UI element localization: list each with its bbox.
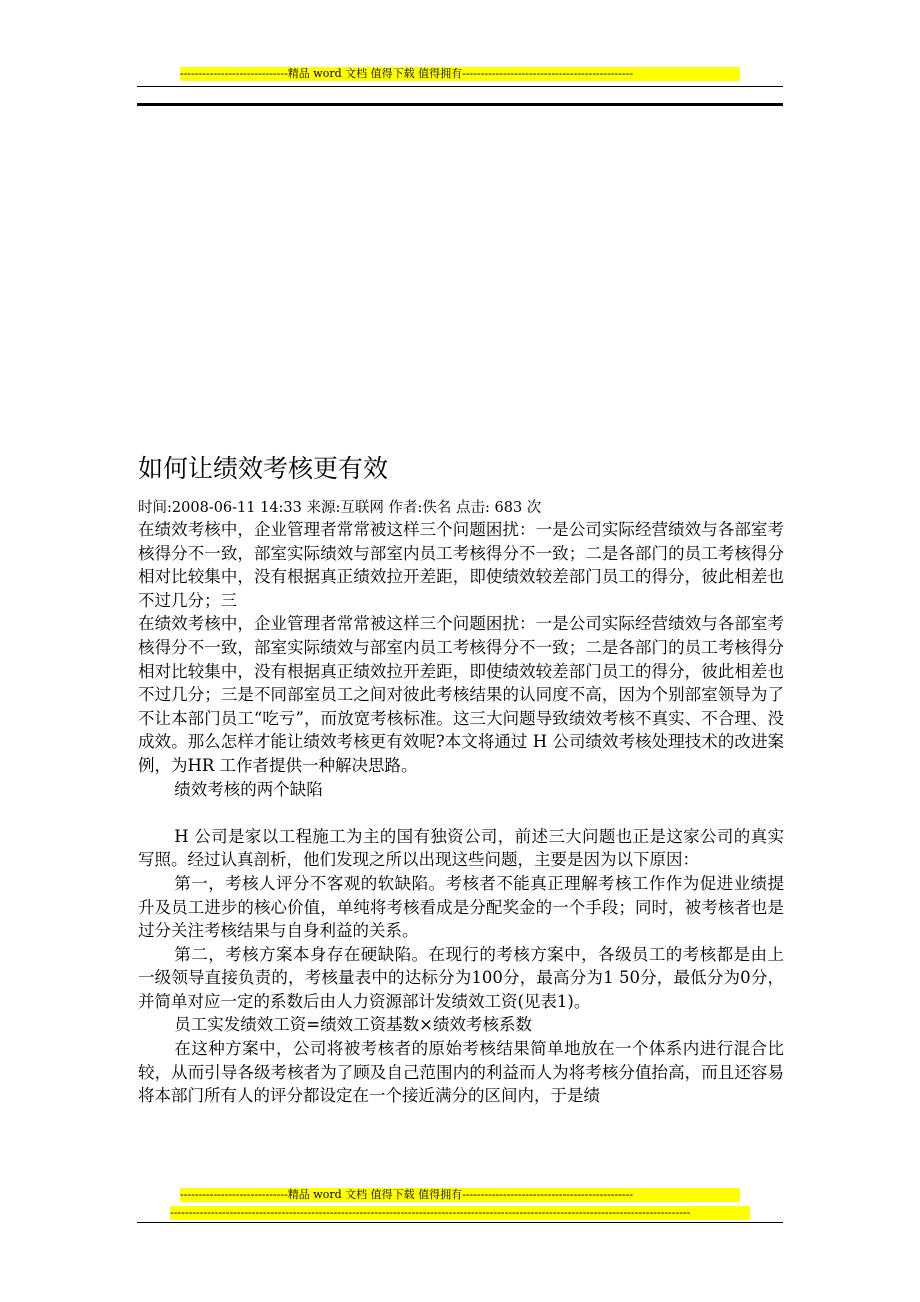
paragraph-second-defect: 第二，考核方案本身存在硬缺陷。在现行的考核方案中，各级员工的考核都是由上一级领导直接负责的，考核量表中的达标分为100分，最高分为1 50分，最低分为0分，并简单对应一定的系数后由人力资源部计发绩效工资(见表1)。	[138, 944, 784, 1011]
header-rule-thin	[137, 86, 783, 87]
meta-clicks-value: 683	[494, 500, 523, 516]
paragraph-scheme: 在这种方案中，公司将被考核者的原始考核结果简单地放在一个体系内进行混合比较，从而引导各级考核者为了顾及自己范围内的利益而人为将考核分值抬高，而且还容易将本部门所有人的评分都设定在一个接近满分的区间内，于是绩	[138, 1039, 784, 1106]
paragraph-intro-truncated: 在绩效考核中，企业管理者常常被这样三个问题困扰：一是公司实际经营绩效与各部室考核得分不一致，部室实际绩效与部室内员工考核得分不一致；二是各部门的员工考核得分相对比较集中，没有根据真正绩效拉开差距，即使绩效较差部门员工的得分，彼此相差也不过几分；三	[138, 520, 784, 610]
article-body	[138, 518, 784, 1108]
meta-source-value: 互联网	[340, 500, 384, 516]
article-title: 如何让绩效考核更有效	[138, 454, 389, 483]
meta-time-value: 2008-06-11 14:33	[171, 500, 302, 516]
meta-source-label: 来源:	[306, 500, 341, 516]
paragraph-first-defect: 第一，考核人评分不客观的软缺陷。考核者不能真正理解考核工作作为促进业绩提升及员工进步的核心价值，单纯将考核看成是分配奖金的一个手段；同时，被考核者也是过分关注考核结果与自身利益的关系。	[138, 873, 784, 941]
paragraph-intro: 在绩效考核中，企业管理者常常被这样三个问题困扰：一是公司实际经营绩效与各部室考核得分不一致，部室实际绩效与部室内员工考核得分不一致；二是各部门的员工考核得分相对比较集中，没有根据真正绩效拉开差距，即使绩效较差部门员工的得分，彼此相差也不过几分；三是不同部室员工之间对彼此考核结果的认同度不高，因为个别部室领导为了不让本部门员工“吃亏”，而放宽考核标准。这三大问题导致绩效考核不真实、不合理、没成效。那么怎样才能让绩效考核更有效呢?本文将通过 H 公司绩效考核处理技术的改进案例，为HR 工作者提供一种解决思路。	[138, 614, 784, 775]
section-heading: 绩效考核的两个缺陷	[174, 779, 323, 799]
header-rule-thick	[137, 103, 783, 106]
header-banner: -----------------------------精品 word 文档 值得下载 值得拥有----------------------------------------------	[180, 67, 740, 81]
meta-clicks-unit: 次	[526, 500, 542, 516]
meta-clicks-label: 点击:	[456, 500, 490, 516]
meta-author-label: 作者:	[388, 500, 423, 516]
footer-banner: -----------------------------精品 word 文档 值得下载 值得拥有----------------------------------------------	[180, 1188, 740, 1202]
paragraph-company: H 公司是家以工程施工为主的国有独资公司，前述三大问题也正是这家公司的真实写照。经过认真剖析，他们发现之所以出现这些问题，主要是因为以下原因：	[138, 826, 784, 870]
footer-dashes: --------------------------------------------------------------------------------------------------------------------------------------------	[170, 1206, 750, 1220]
blank-line	[138, 801, 784, 825]
meta-time-label: 时间:	[138, 500, 172, 516]
meta-author-value: 佚名	[422, 500, 452, 516]
article-meta	[138, 497, 541, 519]
formula-line: 员工实发绩效工资=绩效工资基数×绩效考核系数	[174, 1015, 532, 1035]
footer-rule	[137, 1222, 783, 1223]
